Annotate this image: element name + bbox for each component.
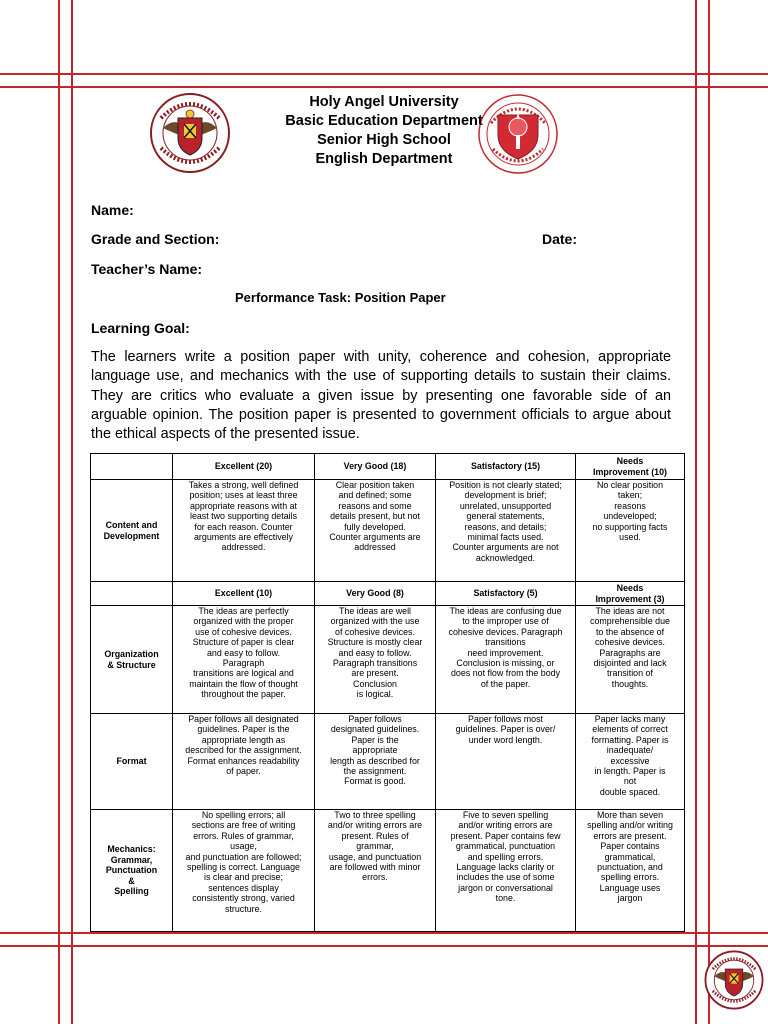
cell-line: Paper follows most [468,714,543,724]
cell-line: reasons [614,500,646,511]
cell-line: More than seven [596,810,664,820]
learning-goal-text: The learners write a position paper with unity, coherence and cohesion, appropriate language use, and mechanics with the use of supporting details to sustain their claims. They are critics who evaluate a given issue by presenting one favorable side of an arguable opinion. The position paper is presented to government officials to argue about the ethical aspects of the presented issue. [91,349,671,443]
cell-line: transitions are logical and [193,668,294,679]
cell-line: guidelines. Paper is over/ [455,724,556,735]
header-line-department: Basic Education Department [285,113,483,129]
cell-line: includes the use of some [456,872,555,883]
cell-line: use of cohesive devices. [195,626,292,637]
cell-line: consistently strong, varied [192,893,295,904]
cell-line: length as described for [330,755,420,766]
rubric-descriptor-cell [315,480,436,582]
cell-line: The ideas are perfectly [198,606,289,616]
rubric-level-header [436,582,576,606]
cell-line: taken; [617,490,643,501]
cell-line: are followed with minor [329,862,421,873]
cell-line: Format [116,756,147,767]
cell-line: Grammar, [110,854,153,865]
cell-line: Satisfactory (15) [470,461,541,472]
cell-line: acknowledged. [475,552,536,563]
cell-line: are present. [351,668,399,679]
footer-hau-seal-logo [704,950,764,1010]
rubric-criterion [91,810,173,932]
cell-line: Format enhances readability [187,755,300,766]
cell-line: Paper follows all designated [188,714,299,724]
cell-line: grammatical, punctuation [455,841,556,852]
cell-line: organized with the use [330,616,420,627]
rubric-descriptor-cell [315,606,436,714]
cell-line: appropriate length as [201,734,286,745]
cell-line: used. [619,532,641,543]
cell-line: of paper. [226,766,261,777]
cell-line: sections are free of writing [191,820,296,831]
header-line-school: Senior High School [317,132,451,148]
border-line-top-1 [0,73,768,75]
cell-line: for each reason. Counter [194,521,293,532]
cell-line: Counter arguments are not [452,542,559,553]
cell-line: Paper contains [600,841,660,852]
cell-line: reasons, and details; [464,521,547,532]
cell-line: elements of correct [592,724,668,735]
cell-line: of cohesive devices. [335,626,415,637]
cell-line: excessive [610,755,650,766]
rubric-level-header [436,454,576,480]
cell-line: tone. [495,893,516,904]
rubric-descriptor-cell [173,606,315,714]
rubric-descriptor-cell [315,714,436,810]
cell-line: No clear position [596,480,664,490]
cell-line: to the absence of [595,626,665,637]
cell-line: punctuation, and [597,862,663,873]
cell-line: Organization [104,649,159,660]
rubric-criterion [91,714,173,810]
rubric-level-header [315,582,436,606]
rubric-criterion-row [91,810,685,932]
cell-line: in length. Paper is [594,766,666,777]
cell-line: transitions [485,637,526,648]
cell-line: and punctuation are followed; [185,851,302,862]
rubric-descriptor-cell [576,810,685,932]
cell-line: throughout the paper. [201,689,286,700]
cell-line: need improvement. [467,647,544,658]
cell-line: cohesive devices. [594,637,666,648]
cell-line: thoughts. [611,678,649,689]
cell-line: unrelated, unsupported [459,500,552,511]
cell-line: Position is not clearly stated; [449,480,562,490]
rubric-criterion-row [91,480,685,582]
cell-line: inadequate/ [606,745,654,756]
cell-line: disjointed and lack [593,658,667,669]
cell-line: structure. [225,903,262,914]
cell-line: spelling is correct. Language [187,862,300,873]
cell-line: maintain the flow of thought [189,678,298,689]
rubric-descriptor-cell [173,810,315,932]
cell-line: spelling errors. [600,872,660,883]
cell-line: the assignment. [343,766,407,777]
cell-line: errors. Rules of grammar, [193,830,294,841]
cell-line: present. Rules of [341,830,409,841]
cell-line: Conclusion is missing, or [456,658,555,669]
cell-line: comprehensible due [590,616,670,627]
cell-line: organized with the proper [193,616,294,627]
rubric-descriptor-cell [576,714,685,810]
teacher-name-label: Teacher’s Name: [91,261,203,277]
cell-line: Improvement (3) [595,593,665,604]
learning-goal-label: Learning Goal: [91,320,190,336]
cell-line: guidelines. Paper is the [197,724,290,735]
cell-line: development is brief; [464,490,547,501]
cell-line: reasons and some [338,500,412,511]
rubric-header-blank [91,454,173,480]
cell-line: least two supporting details [189,511,298,522]
cell-line: grammatical, [604,851,656,862]
rubric-descriptor-cell [436,810,576,932]
rubric-level-header [173,454,315,480]
school-header [0,93,768,169]
cell-line: Paragraph transitions [332,658,418,669]
cell-line: Language lacks clarity or [456,862,555,873]
cell-line: Very Good (8) [346,588,404,599]
rubric-level-header [173,582,315,606]
cell-line: of the paper. [480,678,531,689]
cell-line: and/or writing errors are [327,820,423,831]
cell-line: Counter arguments are [329,532,421,543]
cell-line: general statements, [466,511,545,522]
rubric-level-header [576,454,685,480]
cell-line: Conclusion [353,678,397,689]
cell-line: Clear position taken [335,480,415,490]
rubric-header-row [91,582,685,606]
cell-line: Satisfactory (5) [473,588,538,599]
grade-section-label: Grade and Section: [91,231,220,247]
cell-line: Very Good (18) [343,461,407,472]
cell-line: The ideas are confusing due [449,606,562,616]
date-label: Date: [542,231,578,247]
rubric-header-row [91,454,685,480]
cell-line: is logical. [356,689,394,700]
rubric-descriptor-cell [436,480,576,582]
cell-line: does not flow from the body [450,668,561,679]
cell-line: is clear and precise; [204,872,283,883]
cell-line: Paragraph [222,658,265,669]
rubric-descriptor-cell [315,810,436,932]
cell-line: and spelling errors. [467,851,544,862]
cell-line: No spelling errors; all [201,810,286,820]
cell-line: & [128,875,135,886]
cell-line: The ideas are well [338,606,412,616]
cell-line: errors are present. [593,830,667,841]
cell-line: spelling and/or writing [587,820,673,831]
cell-line: appropriate [352,745,398,756]
cell-line: minimal facts used. [467,532,544,543]
cell-line: addressed. [221,542,266,553]
rubric-descriptor-cell [173,480,315,582]
rubric-descriptor-cell [576,606,685,714]
name-label: Name: [91,202,134,218]
cell-line: and easy to follow. [206,647,281,658]
cell-line: Takes a strong, well defined [188,480,299,490]
cell-line: fully developed. [344,521,406,532]
rubric-table [90,453,685,932]
cell-line: details present, but not [330,511,420,522]
rubric-header-blank [91,582,173,606]
cell-line: and defined; some [338,490,412,501]
task-title: Performance Task: Position Paper [235,290,446,305]
cell-line: Needs [616,456,644,467]
cell-line: grammar, [356,841,394,852]
cell-line: errors. [362,872,388,883]
cell-line: no supporting facts [592,521,668,532]
rubric-level-header [576,582,685,606]
header-line-university: Holy Angel University [309,94,459,110]
cell-line: transition of [607,668,653,679]
cell-line: Paper follows [348,714,402,724]
cell-line: and/or writing errors are [458,820,553,831]
header-line-subject: English Department [315,151,453,167]
cell-line: Two to three spelling [334,810,416,820]
rubric-criterion [91,606,173,714]
cell-line: under word length. [468,734,543,745]
cell-line: jargon [617,893,643,904]
cell-line: Paragraphs are [599,647,661,658]
cell-line: described for the assignment. [185,745,302,756]
cell-line: cohesive devices. Paragraph [448,626,563,637]
rubric-level-header [315,454,436,480]
cell-line: Five to seven spelling [462,810,549,820]
cell-line: double spaced. [599,786,661,797]
rubric-descriptor-cell [576,480,685,582]
cell-line: position; uses at least three [189,490,298,501]
rubric-criterion [91,480,173,582]
cell-line: Needs [616,583,644,594]
cell-line: Spelling [114,886,149,897]
cell-line: Punctuation [105,865,158,876]
cell-line: usage, [230,841,257,852]
rubric-descriptor-cell [436,714,576,810]
cell-line: & Structure [107,659,156,670]
cell-line: Excellent (10) [214,588,273,599]
cell-line: appropriate reasons with at [189,500,298,511]
cell-line: Improvement (10) [593,466,667,477]
cell-line: and easy to follow. [338,647,412,658]
cell-line: formatting. Paper is [591,734,669,745]
cell-line: usage, and punctuation [328,851,422,862]
cell-line: to the improper use of [462,616,549,627]
rubric-descriptor-cell [436,606,576,714]
cell-line: The ideas are not [595,606,665,616]
rubric-criterion-row [91,606,685,714]
cell-line: present. Paper contains few [450,830,561,841]
cell-line: Structure is mostly clear [327,637,423,648]
cell-line: Content and [105,520,158,531]
cell-line: sentences display [208,882,279,893]
cell-line: addressed [354,542,396,553]
cell-line: Mechanics: [107,844,156,855]
cell-line: Language uses [599,882,661,893]
rubric-descriptor-cell [173,714,315,810]
cell-line: Format is good. [344,776,406,787]
cell-line: Paper is the [351,734,399,745]
cell-line: jargon or conversational [458,882,553,893]
border-line-bottom-2 [0,945,768,947]
border-line-top-2 [0,86,768,88]
cell-line: designated guidelines. [330,724,420,735]
cell-line: undeveloped; [603,511,657,522]
cell-line: Excellent (20) [214,461,273,472]
cell-line: Structure of paper is clear [192,637,295,648]
cell-line: not [623,776,637,787]
border-line-bottom-1 [0,932,768,934]
cell-line: Paper lacks many [594,714,666,724]
cell-line: arguments are effectively [194,532,293,543]
cell-line: Development [103,530,160,541]
rubric-criterion-row [91,714,685,810]
